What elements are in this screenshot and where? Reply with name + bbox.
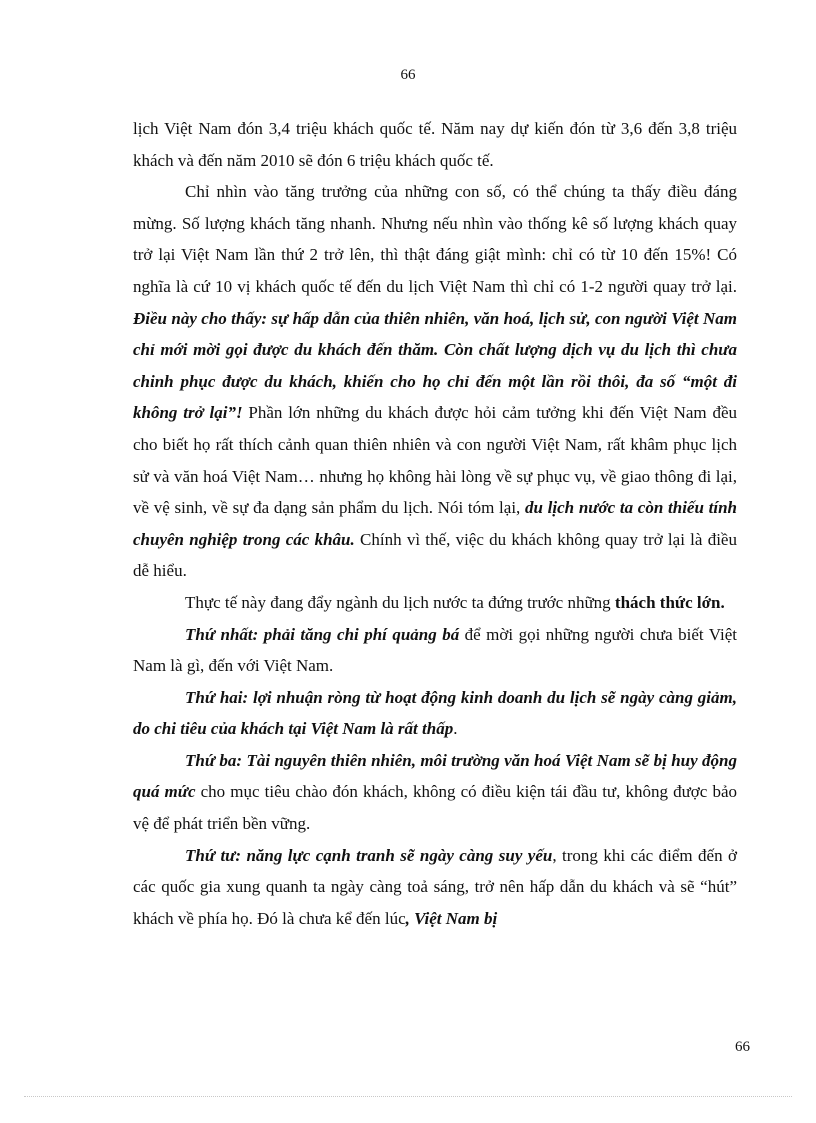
paragraph-tourist-return bbox=[133, 176, 737, 587]
emphasis-text: Thứ hai: lợi nhuận ròng từ hoạt động kinh doanh du lịch sẽ ngày càng giảm, do chi tiêu của khách tại Việt Nam là rất thấp bbox=[133, 687, 737, 739]
text-run: Chỉ nhìn vào tăng trưởng của những con số, có thể chúng ta thấy điều đáng mừng. Số lượng khách tăng nhanh. Nhưng nếu nhìn vào thống kê số lượng khách quay trở lại Việt Nam lần thứ 2 trở lên, thì thật đáng giật mình: chỉ có từ 10 đến 15%! Có nghĩa là cứ 10 vị khách quốc tế đến du lịch Việt Nam thì chỉ có 1-2 người quay trở lại. bbox=[133, 182, 737, 296]
text-run: Chính vì thế, việc du khách không quay trở lại là điều dễ hiểu. bbox=[133, 529, 737, 581]
page-number-bottom: 66 bbox=[735, 1039, 750, 1055]
paragraph-fourth-challenge bbox=[133, 840, 737, 935]
bold-text: thách thức lớn. bbox=[614, 592, 725, 612]
page-bottom-border bbox=[24, 1096, 792, 1097]
emphasis-text: Thứ tư: năng lực cạnh tranh sẽ ngày càng suy yếu bbox=[185, 845, 553, 865]
paragraph-second-challenge bbox=[133, 682, 737, 745]
text-run: để mời gọi những người chưa biết Việt Nam là gì, đến với Việt Nam. bbox=[133, 624, 737, 676]
document-body bbox=[133, 113, 737, 934]
text-run: cho mục tiêu chào đón khách, không có điều kiện tái đầu tư, không được bảo vệ để phát triển bền vững. bbox=[133, 782, 737, 834]
emphasis-text: Thứ nhất: phải tăng chi phí quảng bá bbox=[185, 624, 460, 644]
text-run: lịch Việt Nam đón 3,4 triệu khách quốc tế. Năm nay dự kiến đón từ 3,6 đến 3,8 triệu khách và đến năm 2010 sẽ đón 6 triệu khách quốc tế. bbox=[133, 119, 737, 170]
emphasis-text: Điều này cho thấy: sự hấp dẫn của thiên nhiên, văn hoá, lịch sử, con người Việt Nam chỉ mới mời gọi được du khách đến thăm. Còn chất lượng dịch vụ du lịch thì chưa chinh phục được du khách, khiến cho họ chỉ đến một lần rồi thôi, đa số “một đi không trở lại”! bbox=[133, 308, 737, 423]
text-run: . bbox=[453, 719, 458, 739]
emphasis-text: du lịch nước ta còn thiếu tính chuyên nghiệp trong các khâu. bbox=[133, 498, 737, 549]
paragraph-challenges-intro bbox=[133, 587, 737, 619]
text-run: Phần lớn những du khách được hỏi cảm tưởng khi đến Việt Nam đều cho biết họ rất thích cảnh quan thiên nhiên và con người Việt Nam, rất khâm phục lịch sử và văn hoá Việt Nam… nhưng họ không hài lòng về sự phục vụ, về giao thông đi lại, về vệ sinh, về sự đa dạng sản phẩm du lịch. Nói tóm lại, bbox=[133, 403, 737, 518]
text-run: Thực tế này đang đẩy ngành du lịch nước ta đứng trước những bbox=[185, 592, 615, 612]
paragraph-third-challenge bbox=[133, 745, 737, 840]
page-number-top: 66 bbox=[400, 67, 416, 83]
paragraph-first-challenge bbox=[133, 619, 737, 682]
paragraph-continuation bbox=[133, 113, 737, 176]
emphasis-text: Thứ ba: Tài nguyên thiên nhiên, môi trường văn hoá Việt Nam sẽ bị huy động quá mức bbox=[133, 750, 737, 802]
text-run: , trong khi các điểm đến ở các quốc gia xung quanh ta ngày càng toả sáng, trở nên hấp dẫn du khách và sẽ “hút” khách về phía họ. Đó là chưa kể đến lúc bbox=[133, 845, 737, 928]
emphasis-text: , Việt Nam bị bbox=[405, 908, 498, 928]
